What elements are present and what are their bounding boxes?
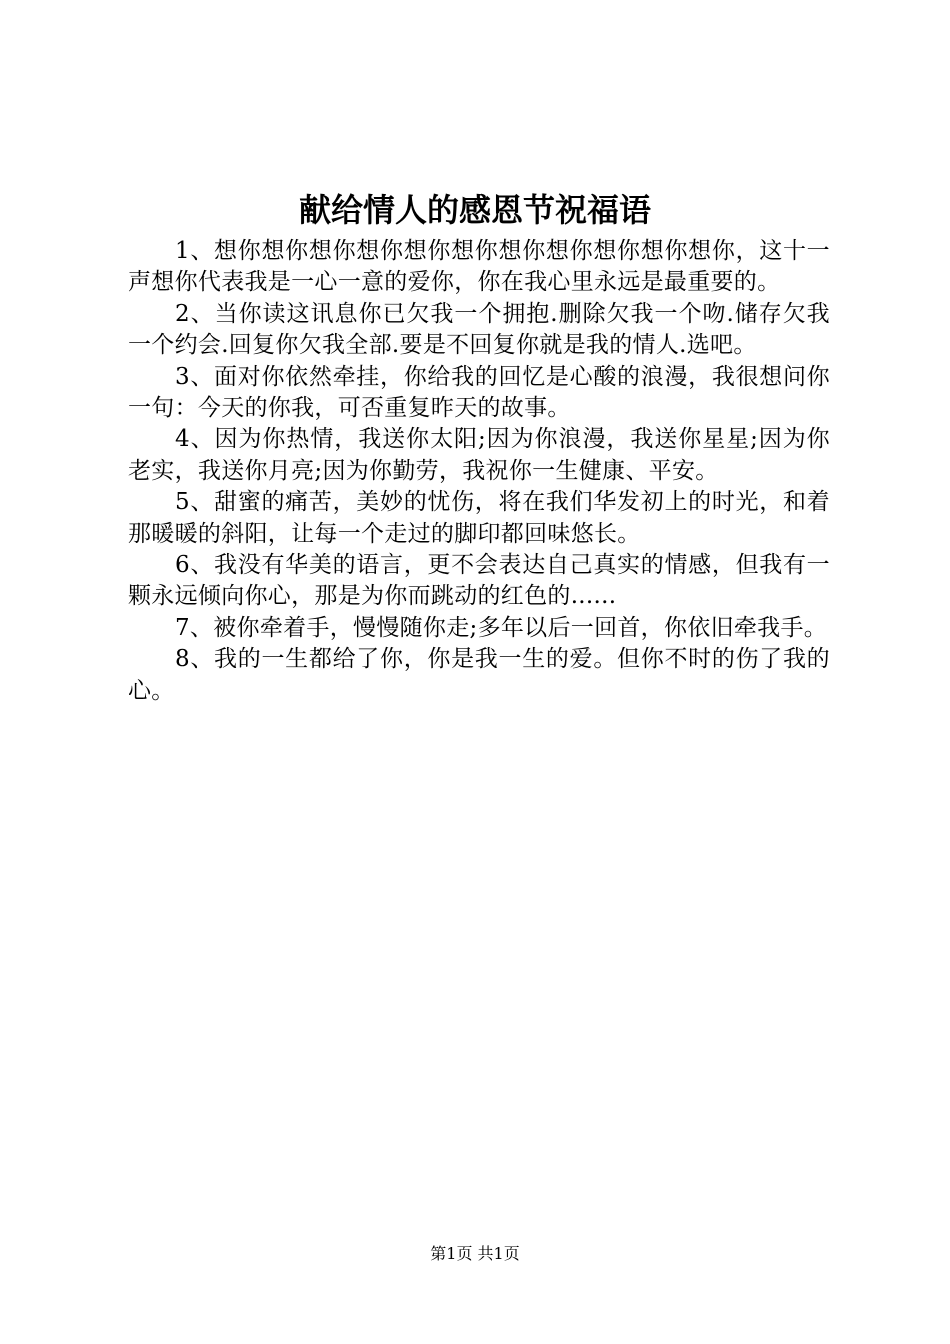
paragraph-6: 6、我没有华美的语言，更不会表达自己真实的情感，但我有一颗永远倾向你心，那是为你而跳动的红色的...... bbox=[128, 552, 830, 610]
paragraph-3: 3、面对你依然牵挂，你给我的回忆是心酸的浪漫，我很想问你一句：今天的你我，可否重复昨天的故事。 bbox=[128, 363, 830, 422]
paragraph-2: 2、当你读这讯息你已欠我一个拥抱.删除欠我一个吻.储存欠我一个约会.回复你欠我全部.要是不回复你就是我的情人.选吧。 bbox=[128, 300, 830, 359]
paragraph-4: 4、因为你热情，我送你太阳;因为你浪漫，我送你星星;因为你老实，我送你月亮;因为你勤劳，我祝你一生健康、平安。 bbox=[128, 426, 830, 484]
document-body bbox=[128, 236, 830, 707]
paragraph-7: 7、被你牵着手，慢慢随你走;多年以后一回首，你依旧牵我手。 bbox=[175, 614, 828, 641]
paragraph-1: 1、想你想你想你想你想你想你想你想你想你想你想你，这十一声想你代表我是一心一意的爱你，你在我心里永远是最重要的。 bbox=[128, 238, 830, 296]
document-title: 献给情人的感恩节祝福语 bbox=[298, 191, 651, 229]
paragraph-5: 5、甜蜜的痛苦，美妙的忧伤，将在我们华发初上的时光，和着那暖暖的斜阳，让每一个走过的脚印都回味悠长。 bbox=[128, 489, 830, 547]
page-footer: 第1页 共1页 bbox=[430, 1244, 520, 1263]
paragraph-8: 8、我的一生都给了你，你是我一生的爱。但你不时的伤了我的心。 bbox=[128, 646, 830, 704]
